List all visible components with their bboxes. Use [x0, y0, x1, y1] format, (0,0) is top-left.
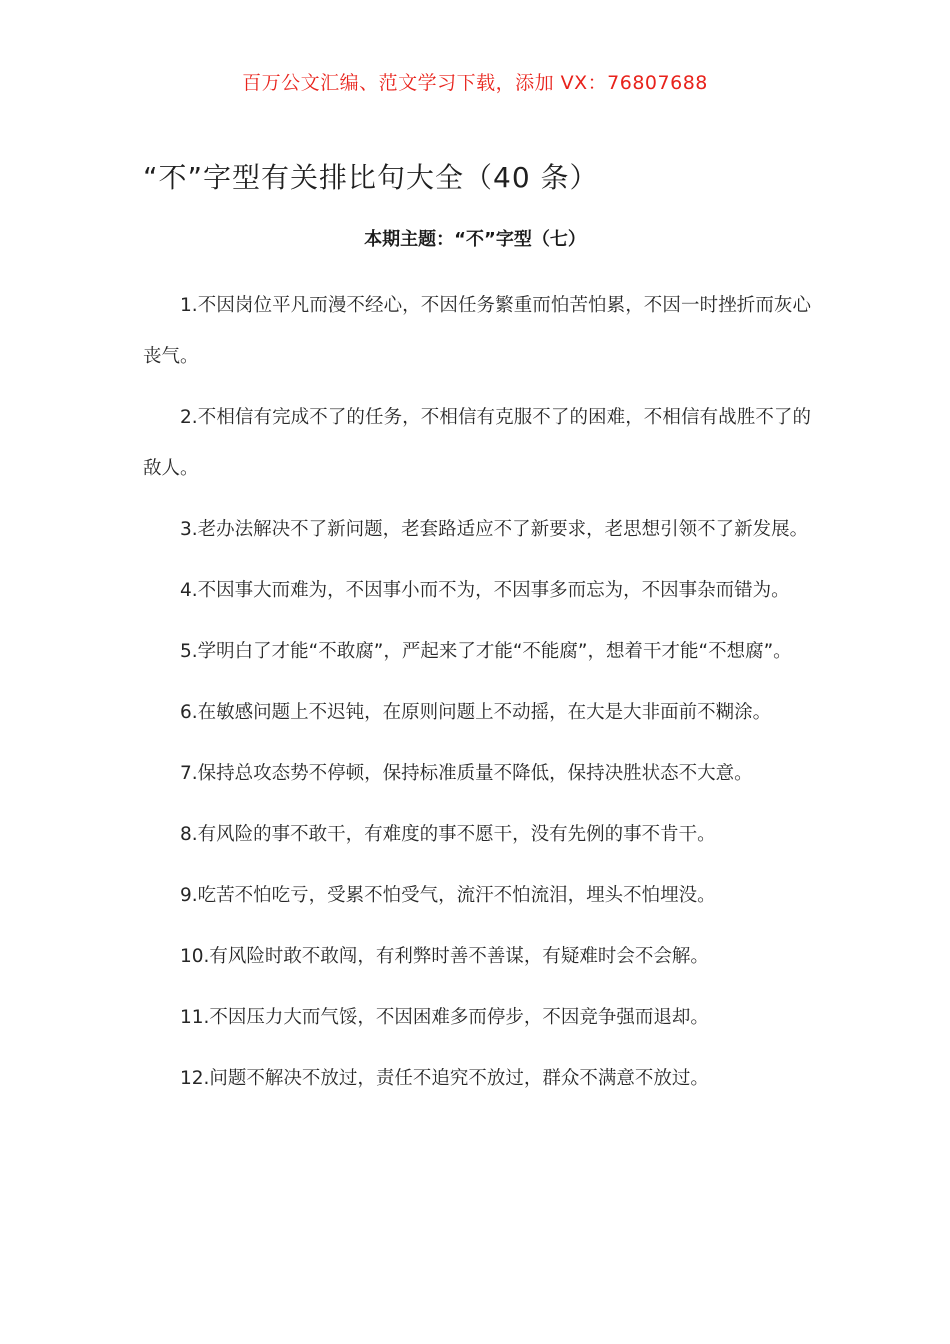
list-item: 6.在敏感问题上不迟钝，在原则问题上不动摇，在大是大非面前不糊涂。: [180, 702, 772, 723]
document-subtitle: 本期主题：“不”字型（七）: [364, 229, 586, 250]
list-item: 3.老办法解决不了新问题，老套路适应不了新要求，老思想引领不了新发展。: [180, 519, 809, 540]
list-item: 7.保持总攻态势不停顿，保持标准质量不降低，保持决胜状态不大意。: [180, 763, 753, 784]
list-item: 5.学明白了才能“不敢腐”，严起来了才能“不能腐”，想着干才能“不想腐”。: [180, 641, 792, 662]
list-item: 12.问题不解决不放过，责任不追究不放过，群众不满意不放过。: [180, 1068, 709, 1089]
header-note: 百万公文汇编、范文学习下载，添加 VX：76807688: [242, 72, 708, 94]
list-item: 2.不相信有完成不了的任务，不相信有克服不了的困难，不相信有战胜不了的敌人。: [143, 407, 811, 479]
document-title: “不”字型有关排比句大全（40 条）: [143, 161, 599, 194]
list-item: 4.不因事大而难为，不因事小而不为，不因事多而忘为，不因事杂而错为。: [180, 580, 790, 601]
list-item: 1.不因岗位平凡而漫不经心，不因任务繁重而怕苦怕累，不因一时挫折而灰心丧气。: [143, 295, 811, 367]
sentence-list: [143, 280, 811, 1114]
list-item: 11.不因压力大而气馁，不因困难多而停步，不因竞争强而退却。: [180, 1007, 709, 1028]
list-item: 10.有风险时敢不敢闯，有利弊时善不善谋，有疑难时会不会解。: [180, 946, 709, 967]
list-item: 8.有风险的事不敢干，有难度的事不愿干，没有先例的事不肯干。: [180, 824, 716, 845]
list-item: 9.吃苦不怕吃亏，受累不怕受气，流汗不怕流泪，埋头不怕埋没。: [180, 885, 716, 906]
